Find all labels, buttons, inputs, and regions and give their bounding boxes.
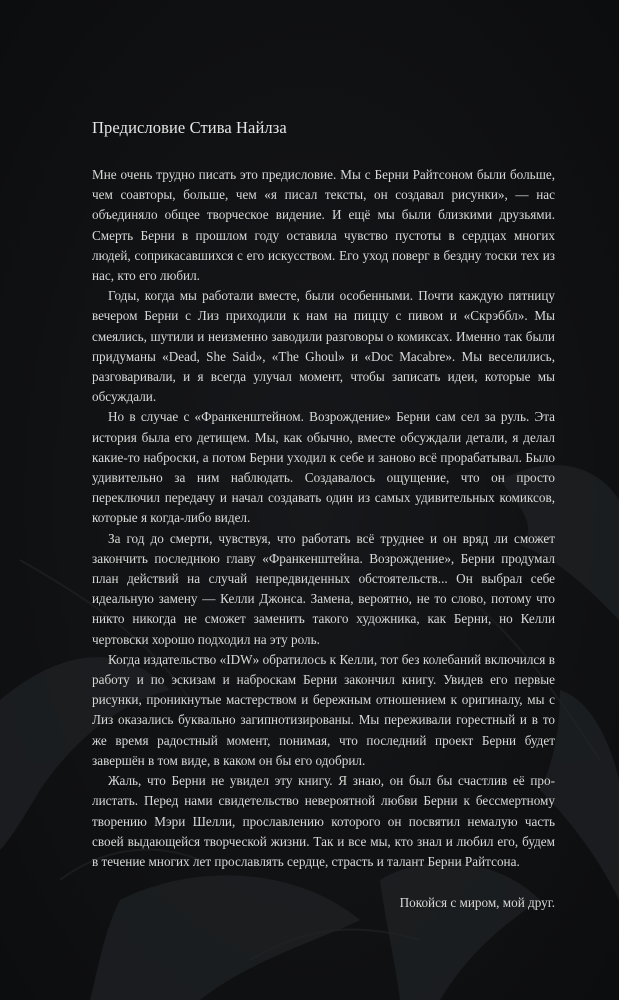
page-title: Предисловие Стива Найлза [92, 118, 287, 137]
preface-body [92, 165, 555, 872]
preface-page [92, 118, 555, 913]
signoff-line: Покойся с миром, мой друг. [399, 895, 555, 911]
paragraph: Когда издательство «IDW» обратилось к Келли, тот без колебаний включился в работу и по эскизам и наброскам Берни закончил книгу. Увидев его первые рисунки, проникнутые мастерством и бережным отношением к оригиналу, мы с Лиз оказались буквально загипнотизированы. Мы переживали горестный и в то же время радостный момент, понимая, что последний проект Берни будет завершён в том виде, в каком он бы его одобрил. [92, 651, 555, 768]
paragraph: Жаль, что Берни не увидел эту книгу. Я знаю, он был бы счастлив её пролистать. Перед нами свидетельство невероятной любви Берни к бессмертному творению Мэри Шелли, прославлению которого он посвятил немалую часть своей выдающейся творческой жизни. Так и все мы, кто знал и любил его, будем в течение многих лет прославлять сердце, страсть и талант Берни Райтсона. [92, 773, 555, 869]
paragraph: Годы, когда мы работали вместе, были особенными. Почти каждую пятницу вечером Берни с Лиз приходили к нам на пиццу с пивом и «Скрэббл». Мы смеялись, шутили и неизменно заводили разговоры о комиксах. Именно так были придуманы «Dead, She Said», «The Ghoul» и «Doc Macabre». Мы веселились, разговаривали, и я всегда улучал момент, чтобы записать идеи, которые мы обсуждали. [92, 288, 555, 405]
paragraph: Мне очень трудно писать это предисловие. Мы с Берни Райтсоном были больше, чем соавторы, больше, чем «я писал тексты, он создавал рисунки», — нас объединяло общее творческое видение. И ещё мы были близкими друзьями. Смерть Берни в прошлом году оставила чувство пустоты в сердцах многих людей, соприкасавшихся с его искусством. Его уход поверг в бездну тоски тех из нас, кто его любил. [92, 167, 555, 284]
paragraph: Но в случае с «Франкенштейном. Возрождение» Берни сам сел за руль. Эта история была его детищем. Мы, как обычно, вместе обсуждали детали, я делал какие-то наброски, а потом Берни уходил к себе и заново всё прорабатывал. Было удивительно за ним наблюдать. Создавалось ощущение, что он просто переключил передачу и начал создавать один из самых удивительных комиксов, которые я когда-либо видел. [92, 409, 555, 526]
paragraph: За год до смерти, чувствуя, что работать всё труднее и он вряд ли сможет закончить последнюю главу «Франкенштейна. Возрождение», Берни продумал план действий на случай непредвиденных обстоятельств... Он выбрал себе идеальную замену — Келли Джонса. Замена, вероятно, не то слово, потому что никто никогда не сможет заменить такого художника, как Берни, но Келли чертовски хорошо подходил на эту роль. [92, 530, 555, 647]
